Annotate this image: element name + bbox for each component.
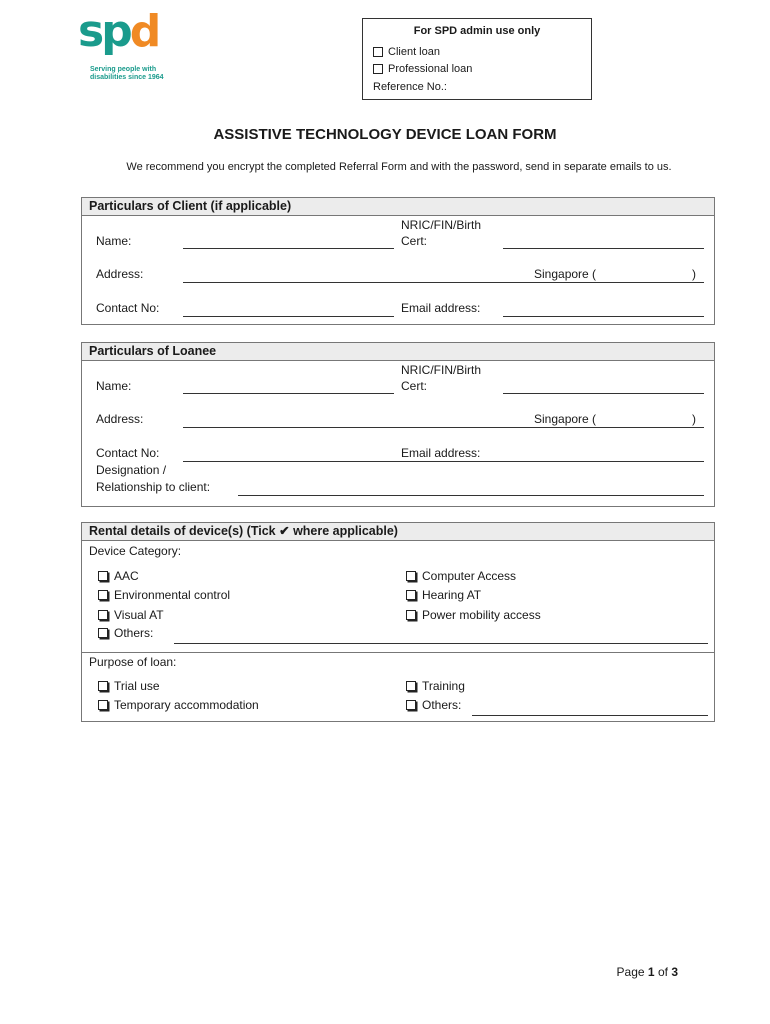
page-current: 1 [647,965,655,979]
client-contact-label: Contact No: [96,301,160,315]
category-visual-at[interactable] [98,608,164,622]
loanee-name-field[interactable] [183,393,394,394]
loanee-name-label: Name: [96,379,132,393]
purpose-others[interactable] [406,698,461,712]
admin-use-box [362,18,592,100]
category-aac[interactable] [98,569,139,583]
device-category-label: Device Category: [89,544,182,558]
category-power-mobility[interactable] [406,608,541,622]
admin-box-title: For SPD admin use only [413,25,541,37]
category-power-mobility-label: Power mobility access [422,608,541,622]
loanee-postal-close: ) [692,412,696,426]
client-name-label: Name: [96,234,132,248]
client-address-field[interactable] [183,282,704,283]
rental-heading-text-a: Rental details of device(s) (Tick [89,524,280,538]
purpose-others-field[interactable] [472,715,708,716]
client-address-label: Address: [96,267,144,281]
client-email-label: Email address: [401,301,481,315]
category-others-checkbox[interactable] [98,628,108,638]
category-power-mobility-checkbox[interactable] [406,610,416,620]
rental-divider [82,652,714,653]
professional-loan-checkbox[interactable] [373,64,383,74]
category-visual-at-checkbox[interactable] [98,610,108,620]
loanee-address-label: Address: [96,412,144,426]
client-nric-label-line2: Cert: [401,234,428,248]
client-loan-option[interactable] [373,46,440,58]
reference-no-label: Reference No.: [373,81,447,93]
category-computer-access-checkbox[interactable] [406,571,416,581]
category-computer-access-label: Computer Access [422,569,517,583]
loanee-designation-label-line1: Designation / [96,463,167,477]
category-environmental-control-checkbox[interactable] [98,590,108,600]
professional-loan-label: Professional loan [388,63,473,75]
client-loan-label: Client loan [388,46,440,58]
purpose-others-checkbox[interactable] [406,700,416,710]
purpose-label: Purpose of loan: [89,655,177,669]
client-email-field[interactable] [503,316,704,317]
form-title: ASSISTIVE TECHNOLOGY DEVICE LOAN FORM [213,126,557,143]
loanee-section-heading: Particulars of Loanee [82,343,714,361]
logo-letter-p: p [101,6,130,57]
category-others[interactable] [98,626,153,640]
loanee-designation-field[interactable] [238,495,704,496]
loanee-nric-field[interactable] [503,393,704,394]
spd-logo [78,6,159,57]
intro-text: We recommend you encrypt the completed Referral Form and with the password, send in separate emails to us. [126,161,672,173]
rental-heading-text-b: where applicable) [289,524,398,538]
client-section-heading: Particulars of Client (if applicable) [82,198,714,216]
page-word: Page [616,965,645,979]
client-nric-field[interactable] [503,248,704,249]
purpose-temporary-accommodation-label: Temporary accommodation [114,698,259,712]
client-postal-close: ) [692,267,696,281]
loanee-address-field[interactable] [183,427,704,428]
category-aac-checkbox[interactable] [98,571,108,581]
category-computer-access[interactable] [406,569,516,583]
logo-tagline [90,66,164,82]
logo-letter-s: s [78,6,102,57]
purpose-temporary-accommodation-checkbox[interactable] [98,700,108,710]
rental-section-heading [82,523,714,541]
loanee-nric-label-line1: NRIC/FIN/Birth [401,363,482,377]
client-section [81,197,715,325]
purpose-others-label: Others: [422,698,462,712]
purpose-training[interactable] [406,679,465,693]
page-number [617,965,678,979]
page-total: 3 [671,965,678,979]
purpose-training-checkbox[interactable] [406,681,416,691]
purpose-training-label: Training [422,679,465,693]
client-singapore-label: Singapore ( [534,267,597,281]
professional-loan-option[interactable] [373,63,472,75]
category-hearing-at[interactable] [406,588,481,602]
purpose-trial-use-checkbox[interactable] [98,681,108,691]
page-of-word: of [657,965,668,979]
category-environmental-control[interactable] [98,588,230,602]
purpose-trial-use-label: Trial use [114,679,160,693]
category-environmental-control-label: Environmental control [114,588,231,602]
loanee-singapore-label: Singapore ( [534,412,597,426]
category-visual-at-label: Visual AT [114,608,164,622]
category-hearing-at-label: Hearing AT [422,588,482,602]
loanee-contact-label: Contact No: [96,446,160,460]
loanee-designation-label-line2: Relationship to client: [96,480,211,494]
client-contact-field[interactable] [183,316,394,317]
client-name-field[interactable] [183,248,394,249]
loanee-email-label: Email address: [401,446,481,460]
logo-tagline-line1: Serving people with [90,66,157,73]
loanee-section [81,342,715,507]
category-aac-label: AAC [114,569,139,583]
purpose-temporary-accommodation[interactable] [98,698,259,712]
rental-section [81,522,715,722]
loanee-nric-label-line2: Cert: [401,379,428,393]
category-others-field[interactable] [174,643,708,644]
purpose-trial-use[interactable] [98,679,160,693]
logo-letter-d: d [129,6,159,57]
client-loan-checkbox[interactable] [373,47,383,57]
tick-icon: ✔ [279,524,290,538]
category-hearing-at-checkbox[interactable] [406,590,416,600]
loanee-contact-field[interactable] [183,461,704,462]
category-others-label: Others: [114,626,154,640]
client-nric-label-line1: NRIC/FIN/Birth [401,218,482,232]
logo-tagline-line2: disabilities since 1964 [90,74,164,81]
